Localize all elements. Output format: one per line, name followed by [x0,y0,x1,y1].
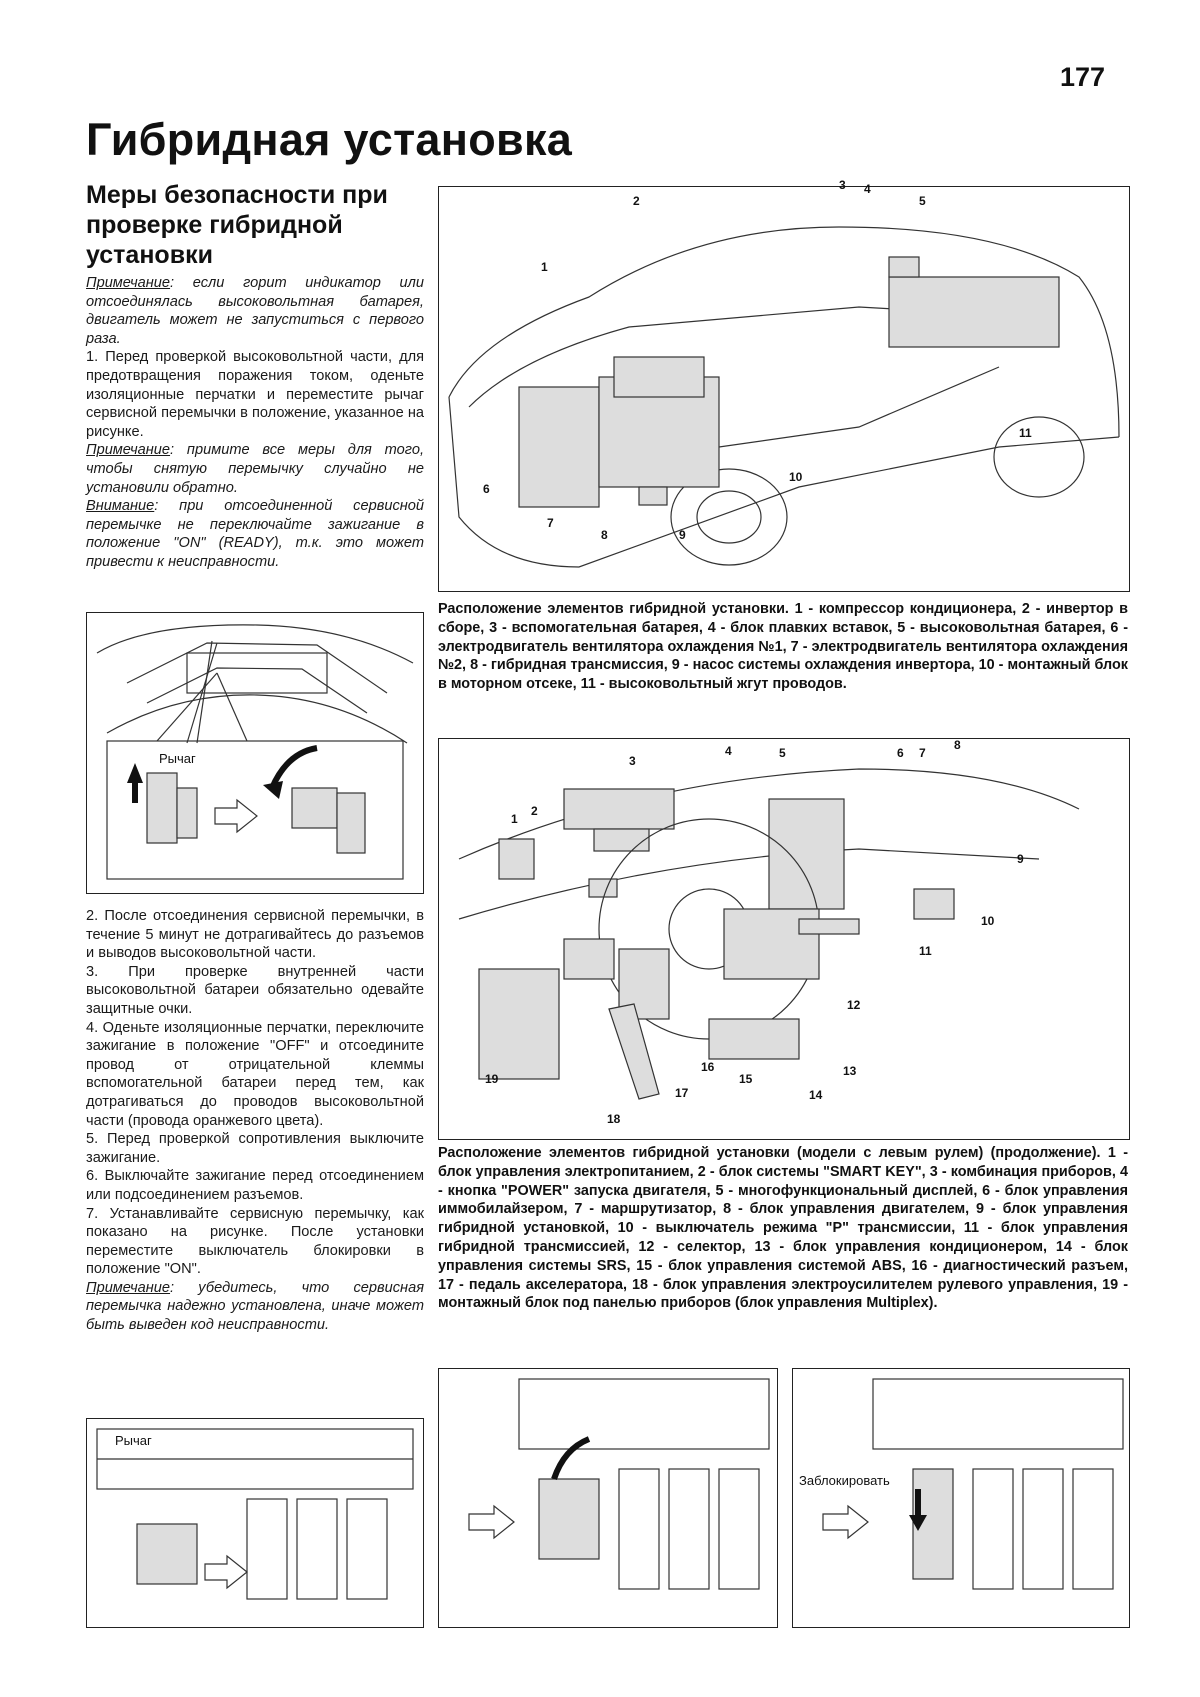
dash-callout-8: 8 [954,738,961,752]
section-heading: Меры безопасности при проверке гибридной установки [86,181,388,269]
dash-callout-5: 5 [779,746,786,760]
dashboard-components-drawing [439,739,1129,1139]
lever-label-bottom: Рычаг [115,1433,152,1448]
step-3: 3. При проверке внутренней части высоковольтной батареи обязательно одевайте защитные очки. [86,963,424,1017]
dash-callout-9: 9 [1017,852,1024,866]
dash-callout-2: 2 [531,804,538,818]
note-2: Примечание: примите все меры для того, чтобы снятую перемычку случайно не установили обратно. [86,442,424,496]
lever-label: Рычаг [159,751,196,766]
dash-callout-18: 18 [607,1112,621,1126]
callout-1: 1 [541,260,548,274]
note-1: Примечание: если горит индикатор или отсоединялась высоковольтная батарея, двигатель может не запуститься с первого раза. [86,275,424,347]
dash-callout-12: 12 [847,998,861,1012]
left-text-lower [86,907,424,1335]
callout-6: 6 [483,482,490,496]
figure-lever-rotate [438,1368,778,1628]
step-4: 4. Оденьте изоляционные перчатки, переключите зажигание в положение "OFF" и отсоедините провод от отрицательной клеммы вспомогательной батареи перед тем, как дотрагиваться до проводов высоковольтной части (провода оранжевого цвета). [86,1019,424,1129]
dash-callout-19: 19 [485,1072,499,1086]
step-2: 2. После отсоединения сервисной перемычки, в течение 5 минут не дотрагивайтесь до разъемов и выводов высоковольтной части. [86,908,424,962]
dash-callout-4: 4 [725,744,732,758]
page-title: Гибридная установка [86,114,573,165]
lock-switch-drawing [793,1369,1129,1627]
lever-install-drawing [87,1419,423,1627]
figure-lever-install [86,1418,424,1628]
callout-4: 4 [864,182,871,196]
left-text-upper [86,274,424,572]
callout-7: 7 [547,516,554,530]
callout-8: 8 [601,528,608,542]
dash-callout-11: 11 [919,944,932,958]
callout-5: 5 [919,194,926,208]
note-3: Примечание: убедитесь, что сервисная перемычка надежно установлена, иначе может быть выведен код неисправности. [86,1279,424,1334]
dash-callout-7: 7 [919,746,926,760]
step-5: 5. Перед проверкой сопротивления выключите зажигание. [86,1131,424,1166]
dash-callout-1: 1 [511,812,518,826]
lock-label: Заблокировать [799,1473,890,1488]
dash-callout-13: 13 [843,1064,857,1078]
callout-11: 11 [1019,426,1032,440]
figure-lock-switch [792,1368,1130,1628]
dash-callout-6: 6 [897,746,904,760]
callout-10: 10 [789,470,803,484]
page-number: 177 [1060,62,1106,92]
dash-callout-15: 15 [739,1072,753,1086]
figure-car-components [438,178,1130,592]
dash-callout-17: 17 [675,1086,689,1100]
step-1: 1. Перед проверкой высоковольтной части, для предотвращения поражения током, оденьте изоляционные перчатки и переместите рычаг сервисной перемычки в положение, указанное на рисунке. [86,349,424,440]
step-7: 7. Устанавливайте сервисную перемычку, как показано на рисунке. После установки переместите выключатель блокировки в положение "ON". [86,1205,424,1278]
callout-2: 2 [633,194,640,208]
dash-callout-14: 14 [809,1088,823,1102]
dash-callout-3: 3 [629,754,636,768]
warning: Внимание: при отсоединенной сервисной перемычке не переключайте зажигание в положение "ON" (READY), т.к. это может привести к неисправности. [86,498,424,570]
figure-service-plug-removal [86,612,424,894]
callout-9: 9 [679,528,686,542]
lever-rotate-drawing [439,1369,777,1627]
figure-dashboard-components [438,738,1130,1140]
caption-dashboard-components: Расположение элементов гибридной установки (модели с левым рулем) (продолжение). 1 - блок управления электропитанием, 2 - блок системы "SMART KEY", 3 - комбинация приборов, 4 - кнопка "POWER" запуска двигателя, 5 - многофункциональный дисплей, 6 - блок управления иммобилайзером, 7 - маршрутизатор, 8 - блок управления двигателем, 9 - блок управления гибридной установкой, 10 - выключатель режима "P" трансмиссии, 11 - блок управления гибридной трансмиссией, 12 - селектор, 13 - блок управления кондиционером, 14 - блок управления системы SRS, 15 - блок управления системой ABS, 16 - диагностический разъем, 17 - педаль акселератора, 18 - блок управления электроусилителем рулевого управления, 19 - монтажный блок под панелью приборов (блок управления Multiplex). [438,1145,1128,1312]
dash-callout-10: 10 [981,914,995,928]
step-6: 6. Выключайте зажигание перед отсоединением или подсоединением разъемов. [86,1168,424,1203]
dash-callout-16: 16 [701,1060,715,1074]
callout-3: 3 [839,178,846,192]
service-plug-removal-drawing [87,613,423,893]
car-components-drawing [439,178,1129,591]
caption-car-components: Расположение элементов гибридной установки. 1 - компрессор кондиционера, 2 - инвертор в сборе, 3 - вспомогательная батарея, 4 - блок плавких вставок, 5 - высоковольтная батарея, 6 - электродвигатель вентилятора охлаждения №1, 7 - электродвигатель вентилятора охлаждения №2, 8 - гибридная трансмиссия, 9 - насос системы охлаждения инвертора, 10 - монтажный блок в моторном отсеке, 11 - высоковольтный жгут проводов. [438,601,1128,693]
